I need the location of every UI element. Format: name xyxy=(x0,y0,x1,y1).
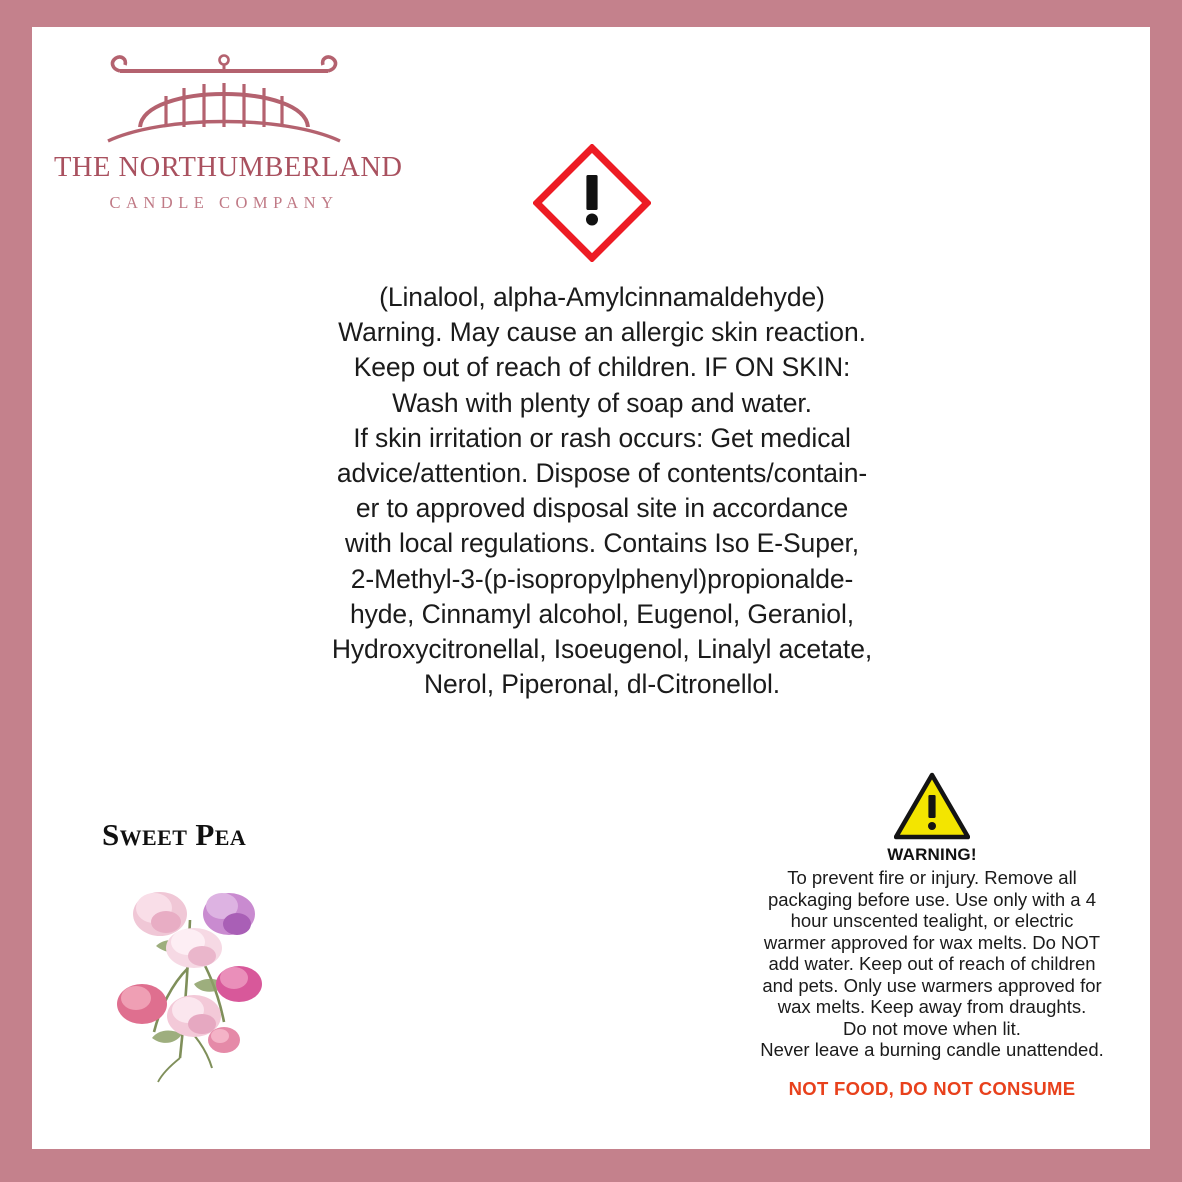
warning-line: add water. Keep out of reach of children xyxy=(768,953,1096,974)
not-food-notice: NOT FOOD, DO NOT CONSUME xyxy=(788,1077,1076,1099)
candle-snuffer-logo-icon xyxy=(94,45,354,150)
hazard-line: If skin irritation or rash occurs: Get medical xyxy=(353,422,851,453)
hazard-line: Wash with plenty of soap and water. xyxy=(392,387,812,418)
warning-line: warmer approved for wax melts. Do NOT xyxy=(763,931,1101,953)
hazard-line: Hydroxycitronellal, Isoeugenol, Linalyl acetate, xyxy=(331,634,873,665)
hazard-line: hyde, Cinnamyl alcohol, Eugenol, Geraniol, xyxy=(349,598,854,629)
hazard-statement xyxy=(247,280,957,702)
warning-line: and pets. Only use warmers approved for xyxy=(762,974,1102,996)
warning-text xyxy=(742,867,1122,1061)
ghs-exclamation-mark-icon xyxy=(533,144,651,262)
brand-subtitle: CANDLE COMPANY xyxy=(109,193,339,212)
label-card xyxy=(32,27,1150,1149)
warning-line: To prevent fire or injury. Remove all xyxy=(787,867,1077,888)
sweet-pea-flowers-illustration xyxy=(94,872,294,1087)
hazard-line: with local regulations. Contains Iso E-Super, xyxy=(345,528,859,559)
hazard-line: (Linalool, alpha-Amylcinnamaldehyde) xyxy=(379,282,825,312)
safety-warning-block xyxy=(742,772,1122,1100)
fragrance-name: Sweet Pea xyxy=(102,817,247,852)
hazard-line: Keep out of reach of children. IF ON SKIN: xyxy=(353,352,851,383)
hazard-line: 2-Methyl-3-(p-isopropylphenyl)propionalde- xyxy=(350,563,854,594)
hazard-line: Nerol, Piperonal, dl-Citronellol. xyxy=(423,669,781,700)
warning-triangle-icon xyxy=(894,772,970,840)
brand-logo xyxy=(54,45,403,213)
hazard-line: advice/attention. Dispose of contents/contain- xyxy=(336,458,868,489)
warning-title: WARNING! xyxy=(887,845,977,864)
hazard-line: Warning. May cause an allergic skin reaction. xyxy=(338,317,866,348)
warning-line: wax melts. Keep away from draughts. xyxy=(777,996,1087,1017)
warning-line: Never leave a burning candle unattended. xyxy=(760,1039,1104,1060)
warning-line: packaging before use. Use only with a 4 xyxy=(767,888,1097,910)
warning-line: hour unscented tealight, or electric xyxy=(790,910,1074,931)
brand-name: THE NORTHUMBERLAND xyxy=(54,152,403,183)
hazard-line: er to approved disposal site in accordance xyxy=(355,493,849,524)
warning-line: Do not move when lit. xyxy=(843,1017,1021,1039)
